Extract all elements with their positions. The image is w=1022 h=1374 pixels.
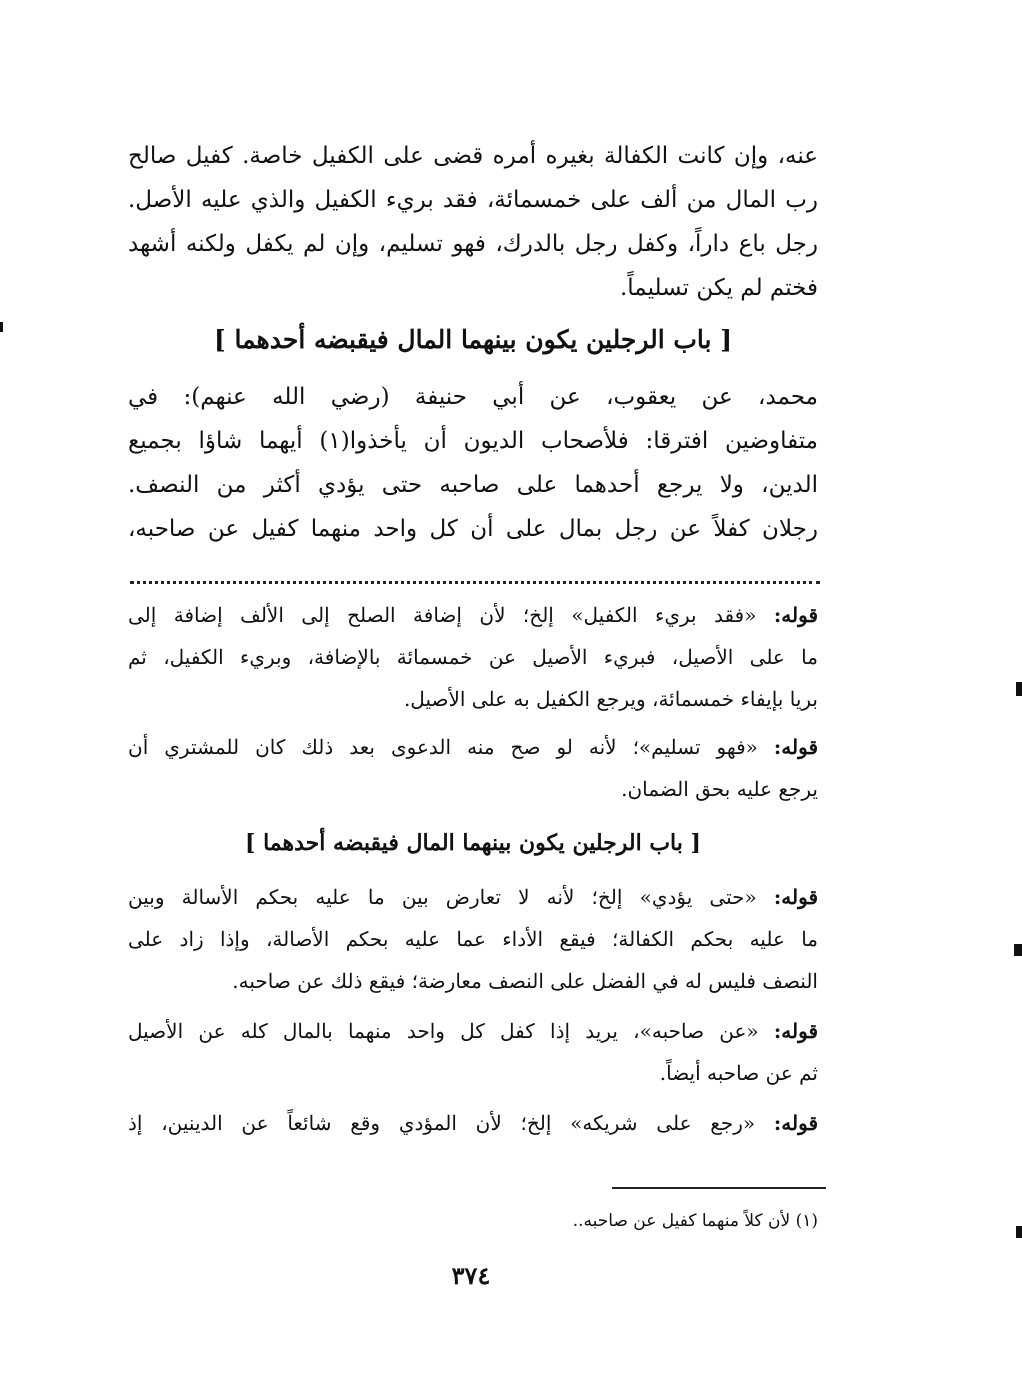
text-line: رجل باع داراً، وكفل رجل بالدرك، فهو تسليم، وإن لم يكفل ولكنه أشهد	[128, 231, 818, 257]
text-line: عنه، وإن كانت الكفالة بغيره أمره قضى على الكفيل خاصة. كفيل صالح	[128, 143, 818, 169]
commentary-paragraph	[128, 1010, 818, 1094]
text-line: فختم لم يكن تسليماً.	[619, 275, 818, 301]
text-line: النصف فليس له في الفضل على النصف معارضة؛ فيقع ذلك عن صاحبه.	[232, 969, 818, 993]
text-line: ما عليه بحكم الكفالة؛ فيقع الأداء عما عليه بحكم الأصالة، وإذا زاد على	[128, 927, 818, 951]
page-number: ٣٧٤	[451, 1261, 491, 1290]
commentary-section-heading: [ باب الرجلين يكون بينهما المال فيقبضه أحدهما ]	[245, 830, 701, 856]
text-line: يرجع عليه بحق الضمان.	[621, 777, 818, 801]
text-line: بريا بإيفاء خمسمائة، ويرجع الكفيل به على الأصيل.	[403, 687, 818, 711]
dotted-separator	[130, 581, 820, 584]
commentary-paragraph	[128, 594, 818, 720]
commentary-paragraph	[128, 876, 818, 1002]
text-line	[128, 1010, 818, 1052]
scan-speck	[1016, 1226, 1022, 1238]
text-line	[128, 876, 818, 918]
line-text: «رجع على شريكه» إلخ؛ لأن المؤدي وقع شائعاً عن الدينين، إذ	[128, 1111, 756, 1135]
text-line	[128, 594, 818, 636]
line-text: «فقد بريء الكفيل» إلخ؛ لأن إضافة الصلح إلى الألف إضافة إلى	[128, 603, 757, 627]
text-line: رجلان كفلاً عن رجل بمال على أن كل واحد منهما كفيل عن صاحبه،	[128, 516, 818, 542]
scan-speck	[1016, 682, 1022, 696]
scan-speck	[0, 322, 3, 332]
text-line	[128, 1102, 818, 1144]
commentary-label: قوله:	[773, 1019, 818, 1043]
line-text: «فهو تسليم»؛ لأنه لو صح منه الدعوى بعد ذلك كان للمشتري أن	[128, 735, 758, 759]
commentary-paragraph	[128, 1102, 818, 1144]
main-text-section	[128, 375, 818, 551]
text-line: ما على الأصيل، فبريء الأصيل عن خمسمائة بالإضافة، وبريء الكفيل، ثم	[128, 645, 818, 669]
scan-speck	[1014, 944, 1022, 956]
text-line: الدين، ولا يرجع أحدهما على صاحبه حتى يؤدي أكثر من النصف.	[128, 472, 818, 498]
commentary-label: قوله:	[773, 1111, 818, 1135]
footnote-rule	[612, 1187, 826, 1189]
commentary-paragraph	[128, 726, 818, 810]
line-text: «عن صاحبه»، يريد إذا كفل كل واحد منهما بالمال كله عن الأصيل	[128, 1019, 759, 1043]
text-line	[128, 726, 818, 768]
commentary-label: قوله:	[773, 735, 818, 759]
main-text-top	[128, 134, 818, 310]
text-line: متفاوضين افترقا: فلأصحاب الديون أن يأخذوا(١) أيهما شاؤا بجميع	[128, 428, 818, 454]
text-line: محمد، عن يعقوب، عن أبي حنيفة (رضي الله عنهم): في	[128, 384, 818, 410]
text-line: ثم عن صاحبه أيضاً.	[659, 1061, 818, 1085]
section-heading: [ باب الرجلين يكون بينهما المال فيقبضه أحدهما ]	[213, 325, 733, 354]
text-line: رب المال من ألف على خمسمائة، فقد بريء الكفيل والذي عليه الأصل.	[128, 187, 818, 213]
commentary-label: قوله:	[773, 885, 818, 909]
footnote: (١) لأن كلاً منهما كفيل عن صاحبه..	[572, 1211, 818, 1231]
line-text: «حتى يؤدي» إلخ؛ لأنه لا تعارض بين ما عليه بحكم الأسالة وبين	[128, 885, 757, 909]
commentary-label: قوله:	[773, 603, 818, 627]
